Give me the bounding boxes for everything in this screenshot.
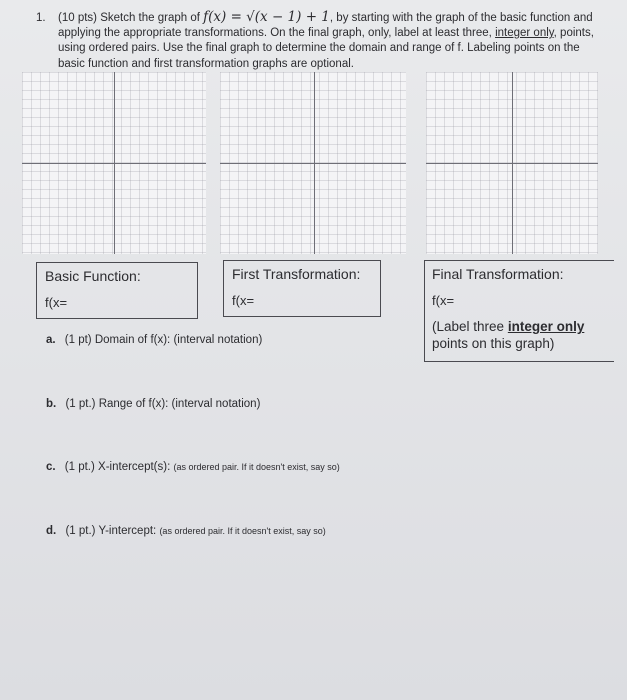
function-formula: f(x) = √(x − 1) + 1 xyxy=(203,9,330,25)
question-intro: Sketch the graph of xyxy=(100,12,200,24)
question-text-1: , by starting with the graph of the basic function and applying the appropriate transformations. On the final graph, only, label at least three, xyxy=(58,12,593,40)
subquestion-d-hint: (as ordered pair. If it doesn't exist, say so) xyxy=(159,526,326,536)
graph-first-y-axis xyxy=(314,72,315,254)
subquestion-c-hint: (as ordered pair. If it doesn't exist, say so) xyxy=(173,462,340,472)
question-text xyxy=(58,10,598,72)
basic-function-field: f(x= xyxy=(45,295,68,310)
graph-final-transformation xyxy=(426,72,598,254)
question-points: (10 pts) xyxy=(58,12,97,24)
graph-first-transformation xyxy=(220,72,406,254)
first-transformation-field: f(x= xyxy=(232,293,255,308)
final-transformation-field: f(x= xyxy=(432,293,455,308)
subquestion-b xyxy=(46,398,260,410)
question-number: 1. xyxy=(36,12,46,24)
final-note-pre: (Label three xyxy=(432,319,505,334)
subquestion-b-label: b. xyxy=(46,398,57,410)
subquestion-c-text: X-intercept(s): xyxy=(98,461,171,473)
question-text-2: , points, using ordered pairs. Use the final graph to determine the domain and range of f. Labeling points on the basic function and first transformation graphs are optional. xyxy=(58,27,594,70)
final-transformation-note xyxy=(432,318,584,352)
graph-final-y-axis xyxy=(512,72,513,254)
subquestion-c xyxy=(46,461,340,473)
subquestion-a xyxy=(46,334,262,346)
subquestion-d-points: (1 pt.) xyxy=(65,525,96,537)
final-note-bold: integer only xyxy=(507,319,585,334)
final-note-post: points on this graph) xyxy=(432,336,555,351)
subquestion-b-text: Range of f(x): (interval notation) xyxy=(98,398,261,410)
subquestion-c-label: c. xyxy=(46,461,56,473)
subquestion-a-label: a. xyxy=(46,334,56,346)
subquestion-c-points: (1 pt.) xyxy=(64,461,95,473)
subquestion-a-text: Domain of f(x): (interval notation) xyxy=(94,334,263,346)
subquestion-b-points: (1 pt.) xyxy=(65,398,96,410)
subquestion-d xyxy=(46,525,326,537)
basic-function-title: Basic Function: xyxy=(45,268,141,284)
first-transformation-title: First Transformation: xyxy=(232,266,361,282)
subquestion-d-text: Y-intercept: xyxy=(98,525,157,537)
graph-first-x-axis xyxy=(220,163,406,164)
integer-only-underlined: integer only xyxy=(495,27,554,40)
graph-basic-function xyxy=(22,72,206,254)
graph-basic-y-axis xyxy=(114,72,115,254)
subquestion-a-points: (1 pt) xyxy=(64,334,92,346)
final-transformation-title: Final Transformation: xyxy=(432,266,564,282)
subquestion-d-label: d. xyxy=(46,525,57,537)
